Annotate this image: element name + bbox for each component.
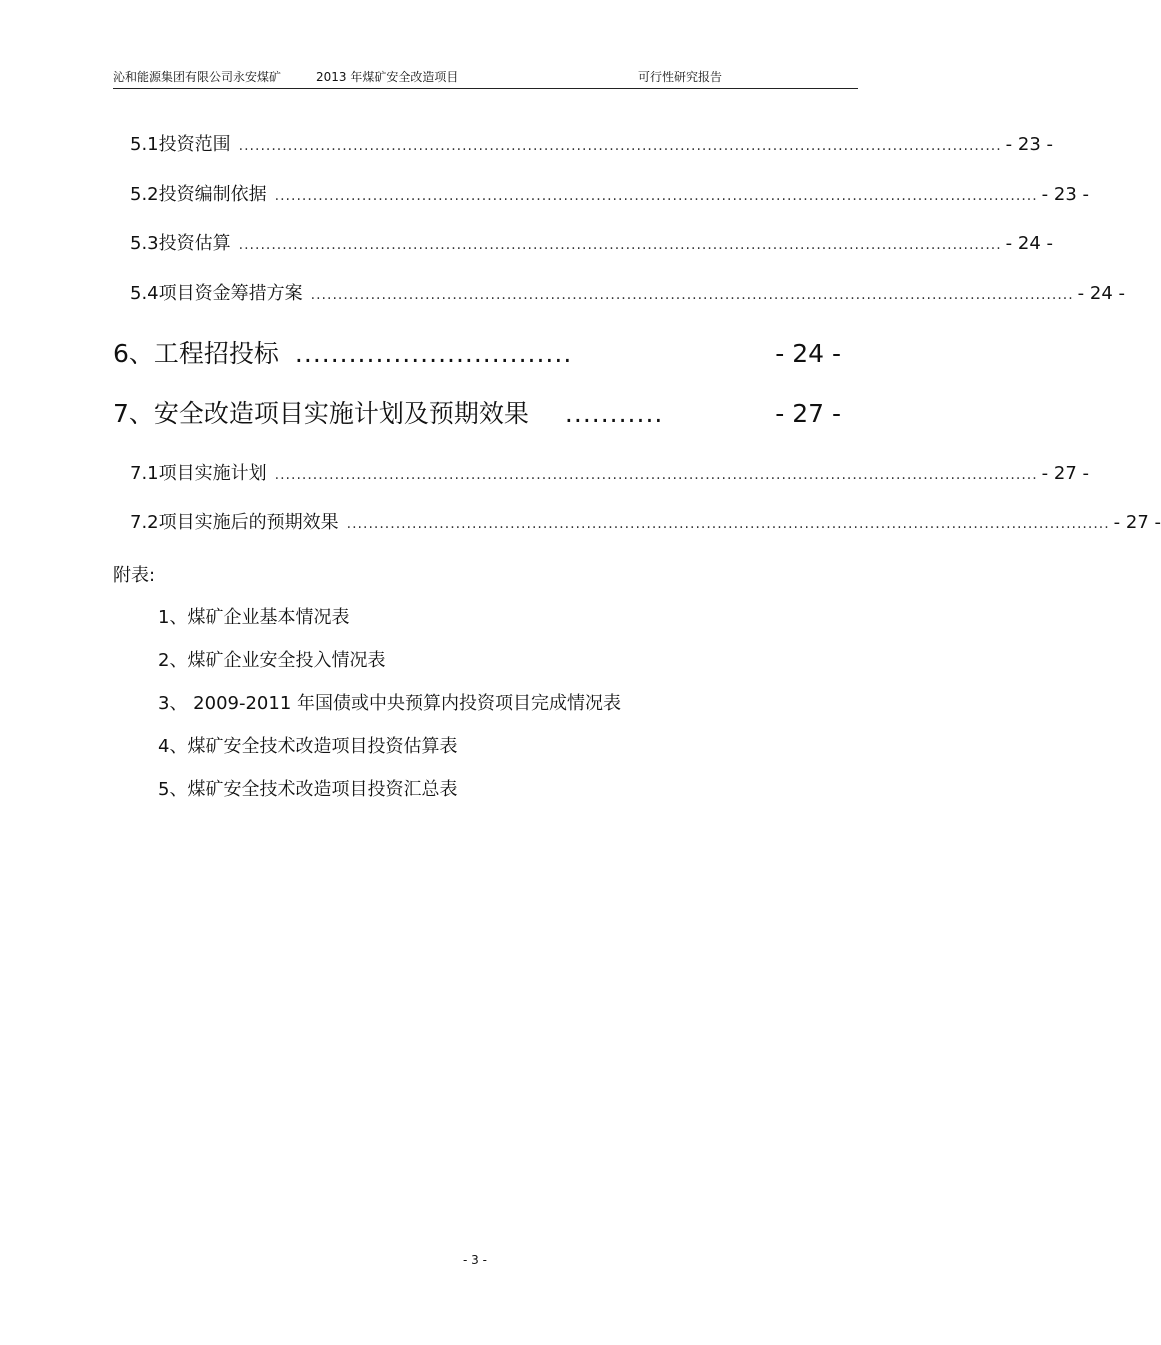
toc-entry-5-1[interactable] — [130, 130, 1054, 158]
toc-title: 投资编制依据 — [158, 184, 267, 205]
toc-page: - 27 - — [775, 399, 841, 428]
toc-number: 5.3 — [130, 233, 159, 254]
toc-entry-7[interactable] — [113, 394, 841, 430]
header-report-title: 可行性研究报告 — [638, 70, 723, 84]
toc-leader: ............................... — [294, 339, 573, 368]
toc-page: - 27 - — [1041, 463, 1090, 484]
toc-leader: ............................................................................................................................................ — [346, 516, 1110, 532]
toc-entry-6[interactable] — [113, 334, 841, 370]
toc-entry-7-2[interactable] — [130, 508, 1161, 536]
toc-leader: ............................................................................................................................................ — [274, 188, 1038, 204]
toc-entry-5-2[interactable] — [130, 180, 1090, 208]
toc-page: - 24 - — [1005, 233, 1054, 254]
header-company: 沁和能源集团有限公司永安煤矿 — [113, 70, 282, 84]
toc-title: 项目实施后的预期效果 — [158, 512, 339, 533]
toc-leader: ............................................................................................................................................ — [238, 237, 1002, 253]
toc-page: - 24 - — [1077, 283, 1126, 304]
appendix-item: 2、煤矿企业安全投入情况表 — [158, 650, 386, 671]
toc-entry-7-1[interactable] — [130, 459, 1090, 487]
toc-page: - 23 - — [1041, 184, 1090, 205]
toc-title: 投资估算 — [158, 233, 231, 254]
appendix-item: 3、 2009-2011 年国债或中央预算内投资项目完成情况表 — [158, 693, 622, 714]
toc-number: 5.1 — [130, 134, 159, 155]
toc-title: 投资范围 — [158, 134, 231, 155]
appendix-label: 附表: — [113, 565, 156, 586]
page-number: - 3 - — [463, 1253, 487, 1267]
toc-title: 7、安全改造项目实施计划及预期效果 — [113, 399, 529, 428]
header-project: 2013 年煤矿安全改造项目 — [316, 70, 459, 84]
toc-leader: ............................................................................................................................................ — [310, 287, 1074, 303]
toc-title: 项目实施计划 — [158, 463, 267, 484]
appendix-item: 4、煤矿安全技术改造项目投资估算表 — [158, 736, 458, 757]
toc-leader: ........... — [564, 399, 664, 428]
toc-number: 5.2 — [130, 184, 159, 205]
toc-page: - 27 - — [1113, 512, 1161, 533]
toc-page: - 24 - — [775, 339, 841, 368]
toc-number: 5.4 — [130, 283, 159, 304]
toc-entry-5-4[interactable] — [130, 279, 1126, 307]
toc-leader: ............................................................................................................................................ — [274, 467, 1038, 483]
appendix-item: 5、煤矿安全技术改造项目投资汇总表 — [158, 779, 458, 800]
toc-number: 7.1 — [130, 463, 159, 484]
toc-leader: ............................................................................................................................................ — [238, 138, 1002, 154]
toc-title: 6、工程招投标 — [113, 339, 279, 368]
toc-title: 项目资金筹措方案 — [158, 283, 303, 304]
appendix-item: 1、煤矿企业基本情况表 — [158, 607, 350, 628]
page-header — [113, 66, 858, 89]
toc-entry-5-3[interactable] — [130, 229, 1054, 257]
toc-page: - 23 - — [1005, 134, 1054, 155]
toc-number: 7.2 — [130, 512, 159, 533]
